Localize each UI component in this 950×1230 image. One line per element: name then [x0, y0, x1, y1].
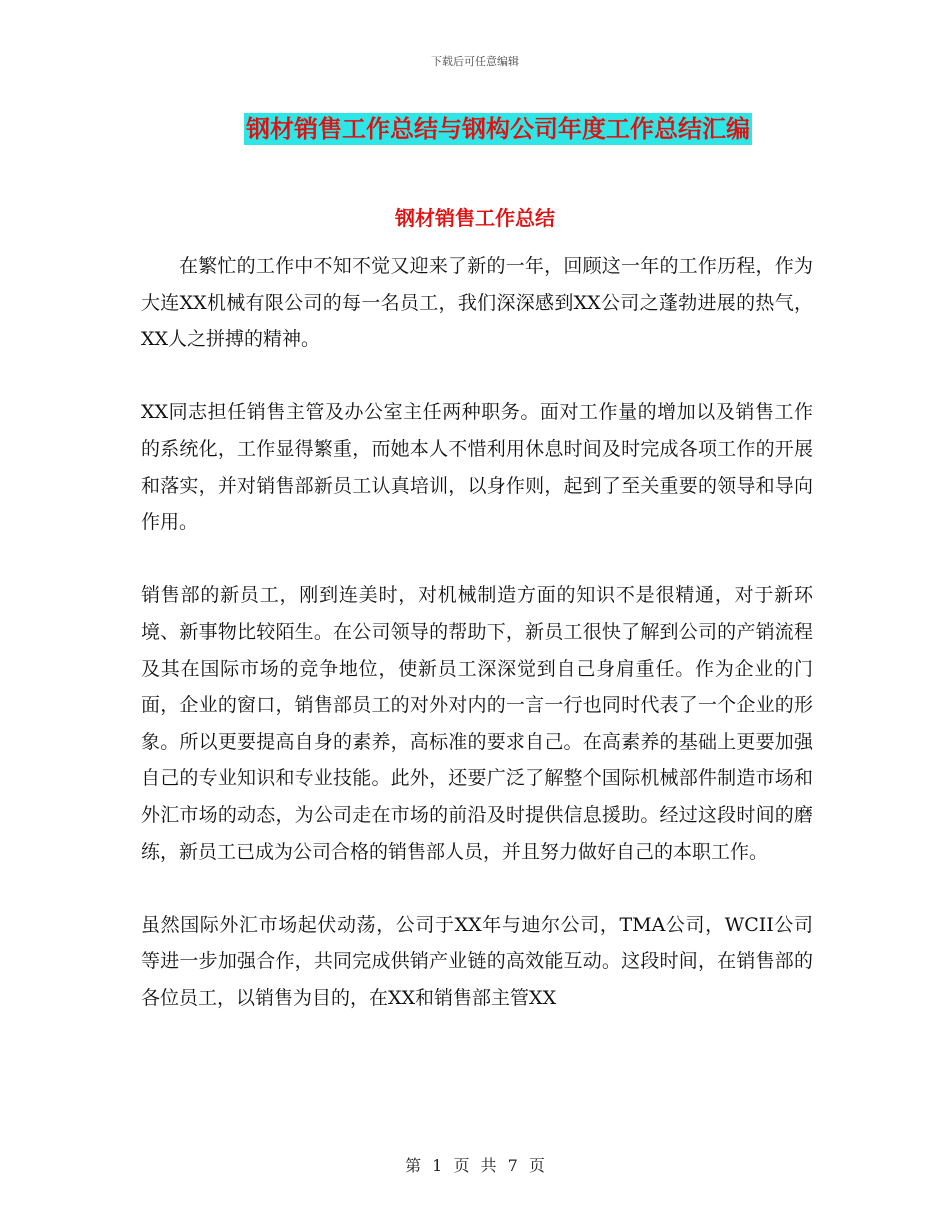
section-title: 钢材销售工作总结	[395, 206, 555, 230]
paragraph-new-staff: 销售部的新员工，刚到连美时，对机械制造方面的知识不是很精通，对于新环境、新事物比较陌生。在公司领导的帮助下，新员工很快了解到公司的产销流程及其在国际市场的竞争地位，使新员工深深觉到自己身肩重任。作为企业的门面，企业的窗口，销售部员工的对外对内的一言一行也同时代表了一个企业的形象。所以更要提高自身的素养，高标准的要求自己。在高素养的基础上更要加强自己的专业知识和专业技能。此外，还要广泛了解整个国际机械部件制造市场和外汇市场的动态，为公司走在市场的前沿及时提供信息援助。经过这段时间的磨练，新员工已成为公司合格的销售部人员，并且努力做好自己的本职工作。	[141, 584, 813, 863]
page-footer: 第 1 页 共 7 页	[405, 1156, 545, 1175]
paragraph-intro: 在繁忙的工作中不知不觉又迎来了新的一年，回顾这一年的工作历程，作为大连XX机械有限公司的每一名员工，我们深深感到XX公司之蓬勃进展的热气，XX人之拼搏的精神。	[141, 255, 813, 351]
document-body	[141, 248, 813, 1053]
header-note: 下载后可任意编辑	[431, 55, 519, 68]
paragraph-market: 虽然国际外汇市场起伏动荡，公司于XX年与迪尔公司，TMA公司，WCII公司等进一步加强合作，共同完成供销产业链的高效能互动。这段时间，在销售部的各位员工，以销售为目的，在XX和销售部主管XX	[141, 913, 813, 1009]
document-title: 钢材销售工作总结与钢构公司年度工作总结汇编	[246, 115, 750, 143]
paragraph-supervisor: XX同志担任销售主管及办公室主任两种职务。面对工作量的增加以及销售工作的系统化，工作显得繁重，而她本人不惜利用休息时间及时完成各项工作的开展和落实，并对销售部新员工认真培训，以身作则，起到了至关重要的领导和导向作用。	[141, 401, 813, 534]
document-title-wrap	[0, 113, 950, 145]
